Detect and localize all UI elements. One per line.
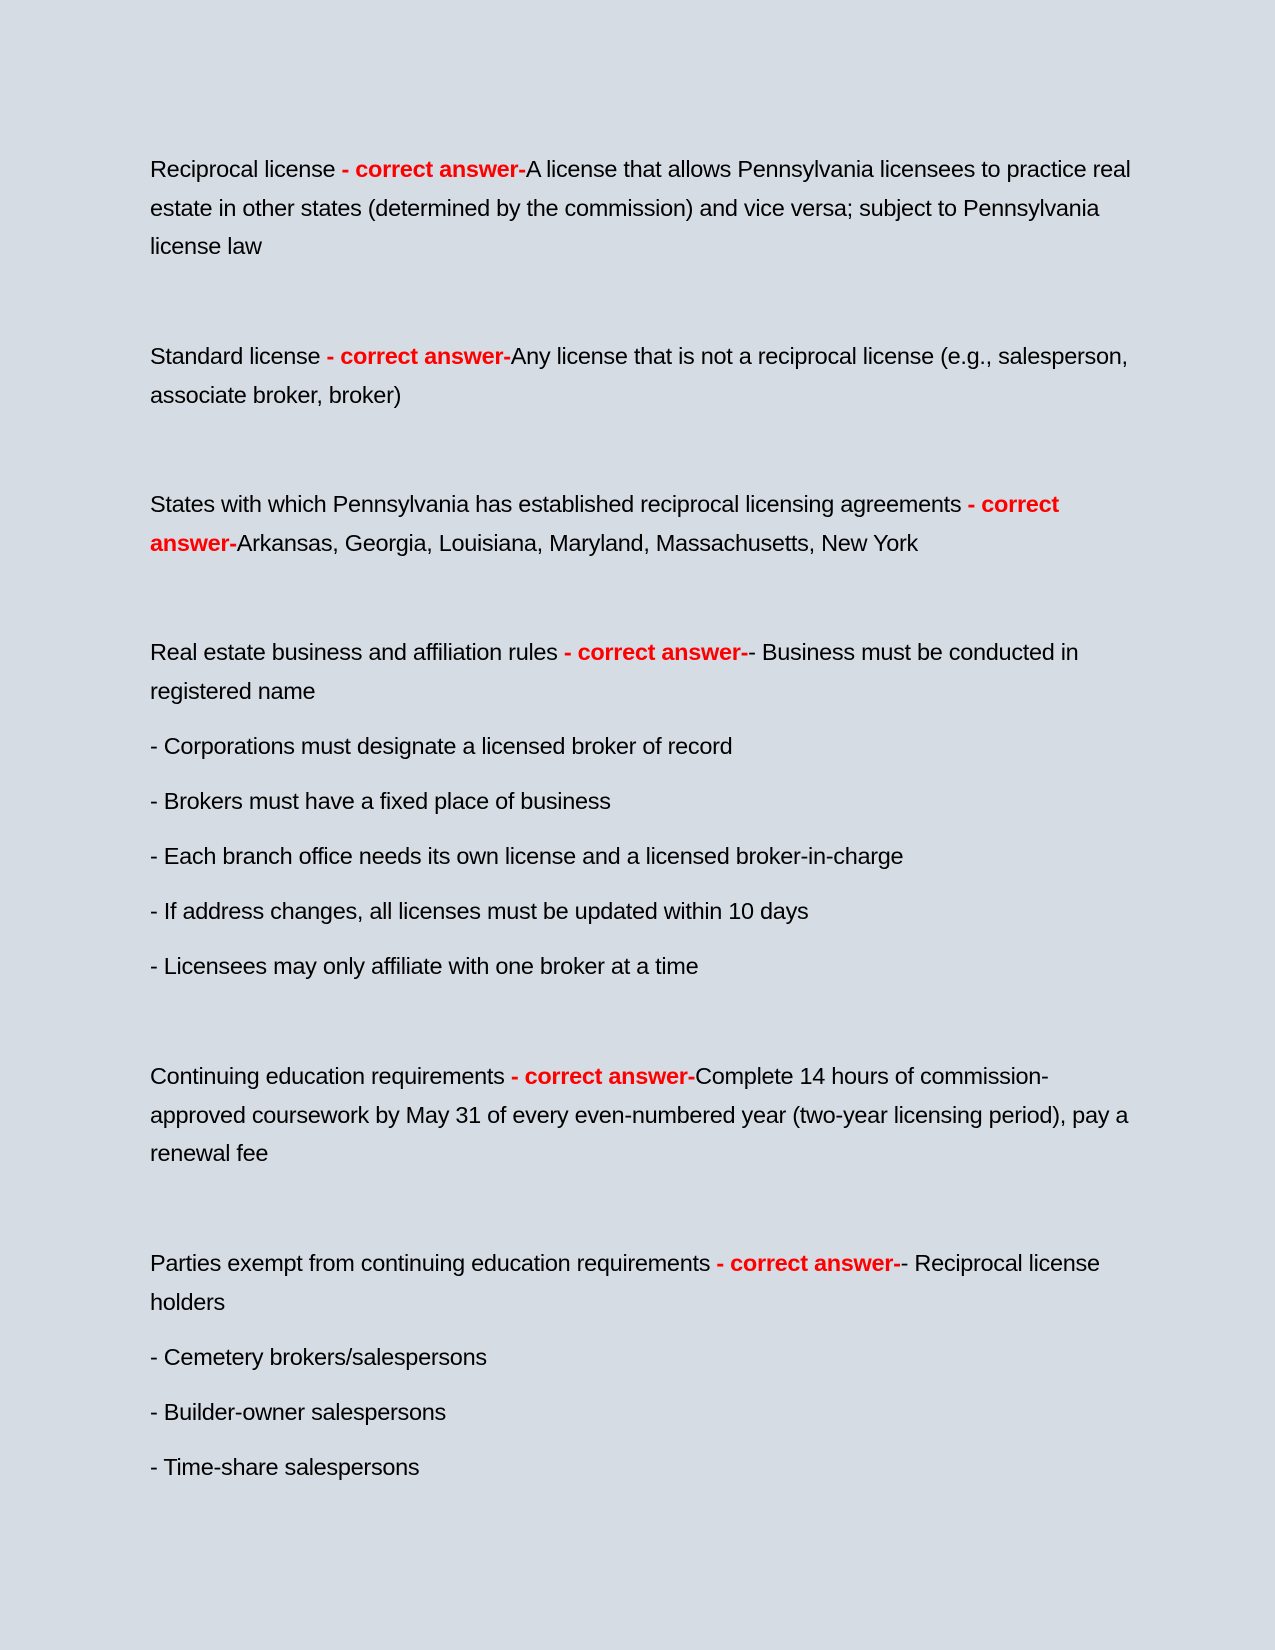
entry-text bbox=[150, 1244, 1135, 1321]
answer-label: - correct answer- bbox=[326, 343, 511, 369]
term: Parties exempt from continuing education requirements bbox=[150, 1250, 717, 1276]
bullet-item: - Brokers must have a fixed place of business bbox=[150, 787, 611, 814]
answer-label: - correct answer- bbox=[341, 156, 526, 182]
bullet-item: - Time-share salespersons bbox=[150, 1453, 420, 1480]
term: States with which Pennsylvania has established reciprocal licensing agreements bbox=[150, 491, 968, 517]
definition: Arkansas, Georgia, Louisiana, Maryland, Massachusetts, New York bbox=[236, 529, 918, 556]
entry-text bbox=[150, 485, 1135, 562]
bullet-item: - Corporations must designate a licensed broker of record bbox=[150, 732, 733, 759]
definition: Complete 14 hours of commission-approved coursework by May 31 of every even-numbered year (two-year licensing period), pay a renewal fee bbox=[150, 1063, 1129, 1166]
definition: A license that allows Pennsylvania licensees to practice real estate in other states (determined by the commission) and vice versa; subject to Pennsylvania license law bbox=[150, 156, 1131, 259]
entry-reciprocal-license bbox=[150, 150, 1135, 266]
answer-label: - correct answer- bbox=[563, 639, 749, 665]
definition: - Business must be conducted in registered name bbox=[150, 639, 1079, 704]
bullet-item: - Licensees may only affiliate with one broker at a time bbox=[150, 952, 699, 979]
entry-standard-license bbox=[150, 337, 1135, 414]
entry-business-affiliation-rules bbox=[150, 633, 1135, 985]
bullet-item: - Builder-owner salespersons bbox=[150, 1398, 446, 1425]
entry-text bbox=[150, 337, 1135, 414]
bullet-item: - If address changes, all licenses must be updated within 10 days bbox=[150, 897, 809, 924]
entry-ce-exempt-parties bbox=[150, 1244, 1135, 1486]
answer-label: - correct answer- bbox=[510, 1063, 696, 1089]
term: Reciprocal license bbox=[150, 156, 342, 182]
entry-text bbox=[150, 150, 1135, 266]
answer-label: - correct answer- bbox=[150, 491, 1059, 556]
term: Standard license bbox=[150, 343, 327, 369]
definition: Any license that is not a reciprocal license (e.g., salesperson, associate broker, broker) bbox=[150, 343, 1128, 408]
entry-continuing-education bbox=[150, 1057, 1135, 1173]
bullet-item: - Each branch office needs its own license and a licensed broker-in-charge bbox=[150, 842, 904, 869]
answer-label: - correct answer- bbox=[716, 1250, 901, 1276]
entry-text bbox=[150, 1057, 1135, 1173]
term: Continuing education requirements bbox=[150, 1063, 511, 1089]
definition: - Reciprocal license holders bbox=[150, 1250, 1100, 1315]
entry-text bbox=[150, 633, 1135, 710]
entry-reciprocal-states bbox=[150, 485, 1135, 562]
term: Real estate business and affiliation rules bbox=[150, 639, 564, 665]
bullet-item: - Cemetery brokers/salespersons bbox=[150, 1343, 487, 1370]
